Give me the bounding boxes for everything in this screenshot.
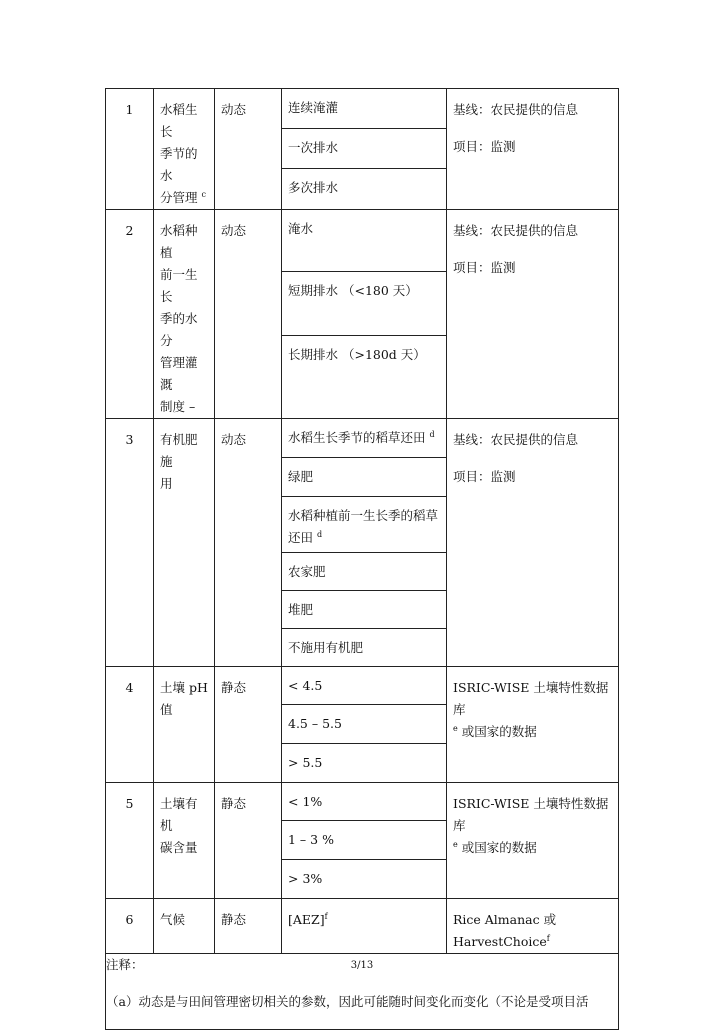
parameter-type: 静态 [221,796,247,811]
option-cell: 绿肥 [288,469,314,484]
data-source: 基线：农民提供的信息 项目：监测 [453,223,579,275]
table-row [106,89,619,129]
option-cell: [AEZ]$^f$ [288,911,328,927]
data-source: 基线：农民提供的信息 项目：监测 [453,102,579,154]
row-number: 1 [125,102,134,117]
row-number: 5 [125,796,134,811]
option-cell: 淹水 [288,220,314,236]
parameter-type: 静态 [221,912,247,927]
option-cell: 短期排水 （<180 天） [288,283,418,299]
data-source: ISRIC-WISE 土壤特性数据库 $^e$ 或国家的数据 [453,796,609,855]
parameter-name: 气候 [160,912,186,927]
parameter-name: 土壤有机 碳含量 [160,796,198,855]
option-cell: 1 – 3 % [288,832,334,847]
parameter-name: 土壤 pH 值 [160,680,208,717]
option-cell: 堆肥 [288,601,314,617]
option-cell: > 3% [288,871,323,886]
parameter-type: 动态 [221,432,247,447]
option-cell: 农家肥 [288,563,326,579]
option-cell: 多次排水 [288,180,339,196]
data-source: 基线：农民提供的信息 项目：监测 [453,432,579,484]
parameter-type: 静态 [221,680,247,695]
row-number: 3 [125,432,134,447]
option-cell: < 4.5 [288,677,323,693]
page-number: 3/13 [350,960,374,971]
parameter-type: 动态 [221,102,247,117]
parameter-table [105,88,619,1030]
option-cell: 长期排水 （>180d 天） [288,346,426,362]
table-row [106,419,619,458]
table-row [106,783,619,821]
note-a: （a）动态是与田间管理密切相关的参数，因此可能随时间变化而变化（不论是受项目活 [106,994,589,1009]
option-cell: < 1% [288,793,323,809]
option-cell: 4.5 – 5.5 [288,716,342,731]
parameter-name: 有机肥施 用 [160,432,198,491]
option-cell: 不施用有机肥 [288,639,364,655]
option-cell: 一次排水 [288,139,339,155]
data-source: ISRIC-WISE 土壤特性数据库 $^e$ 或国家的数据 [453,680,609,739]
table-row [106,899,619,954]
table-row [106,667,619,705]
parameter-name: 水稻生长 季节的水 分管理 $^c$ [160,102,206,205]
data-source: Rice Almanac 或 HarvestChoice$^f$ [453,912,557,949]
parameter-name: 水稻种植 前一生长 季的水分 管理灌溉 制度 – [160,223,198,414]
row-number: 6 [125,912,134,927]
option-cell: > 5.5 [288,755,323,770]
row-number: 4 [125,680,134,695]
option-cell: 连续淹灌 [288,99,339,115]
option-cell: 水稻种植前一生长季的稻草还田 $^d$ [288,508,439,545]
option-cell: 水稻生长季节的稻草还田 $^d$ [288,429,435,445]
table-row [106,210,619,272]
notes-heading: 注释： [106,957,144,972]
row-number: 2 [125,223,134,238]
parameter-type: 动态 [221,223,247,238]
